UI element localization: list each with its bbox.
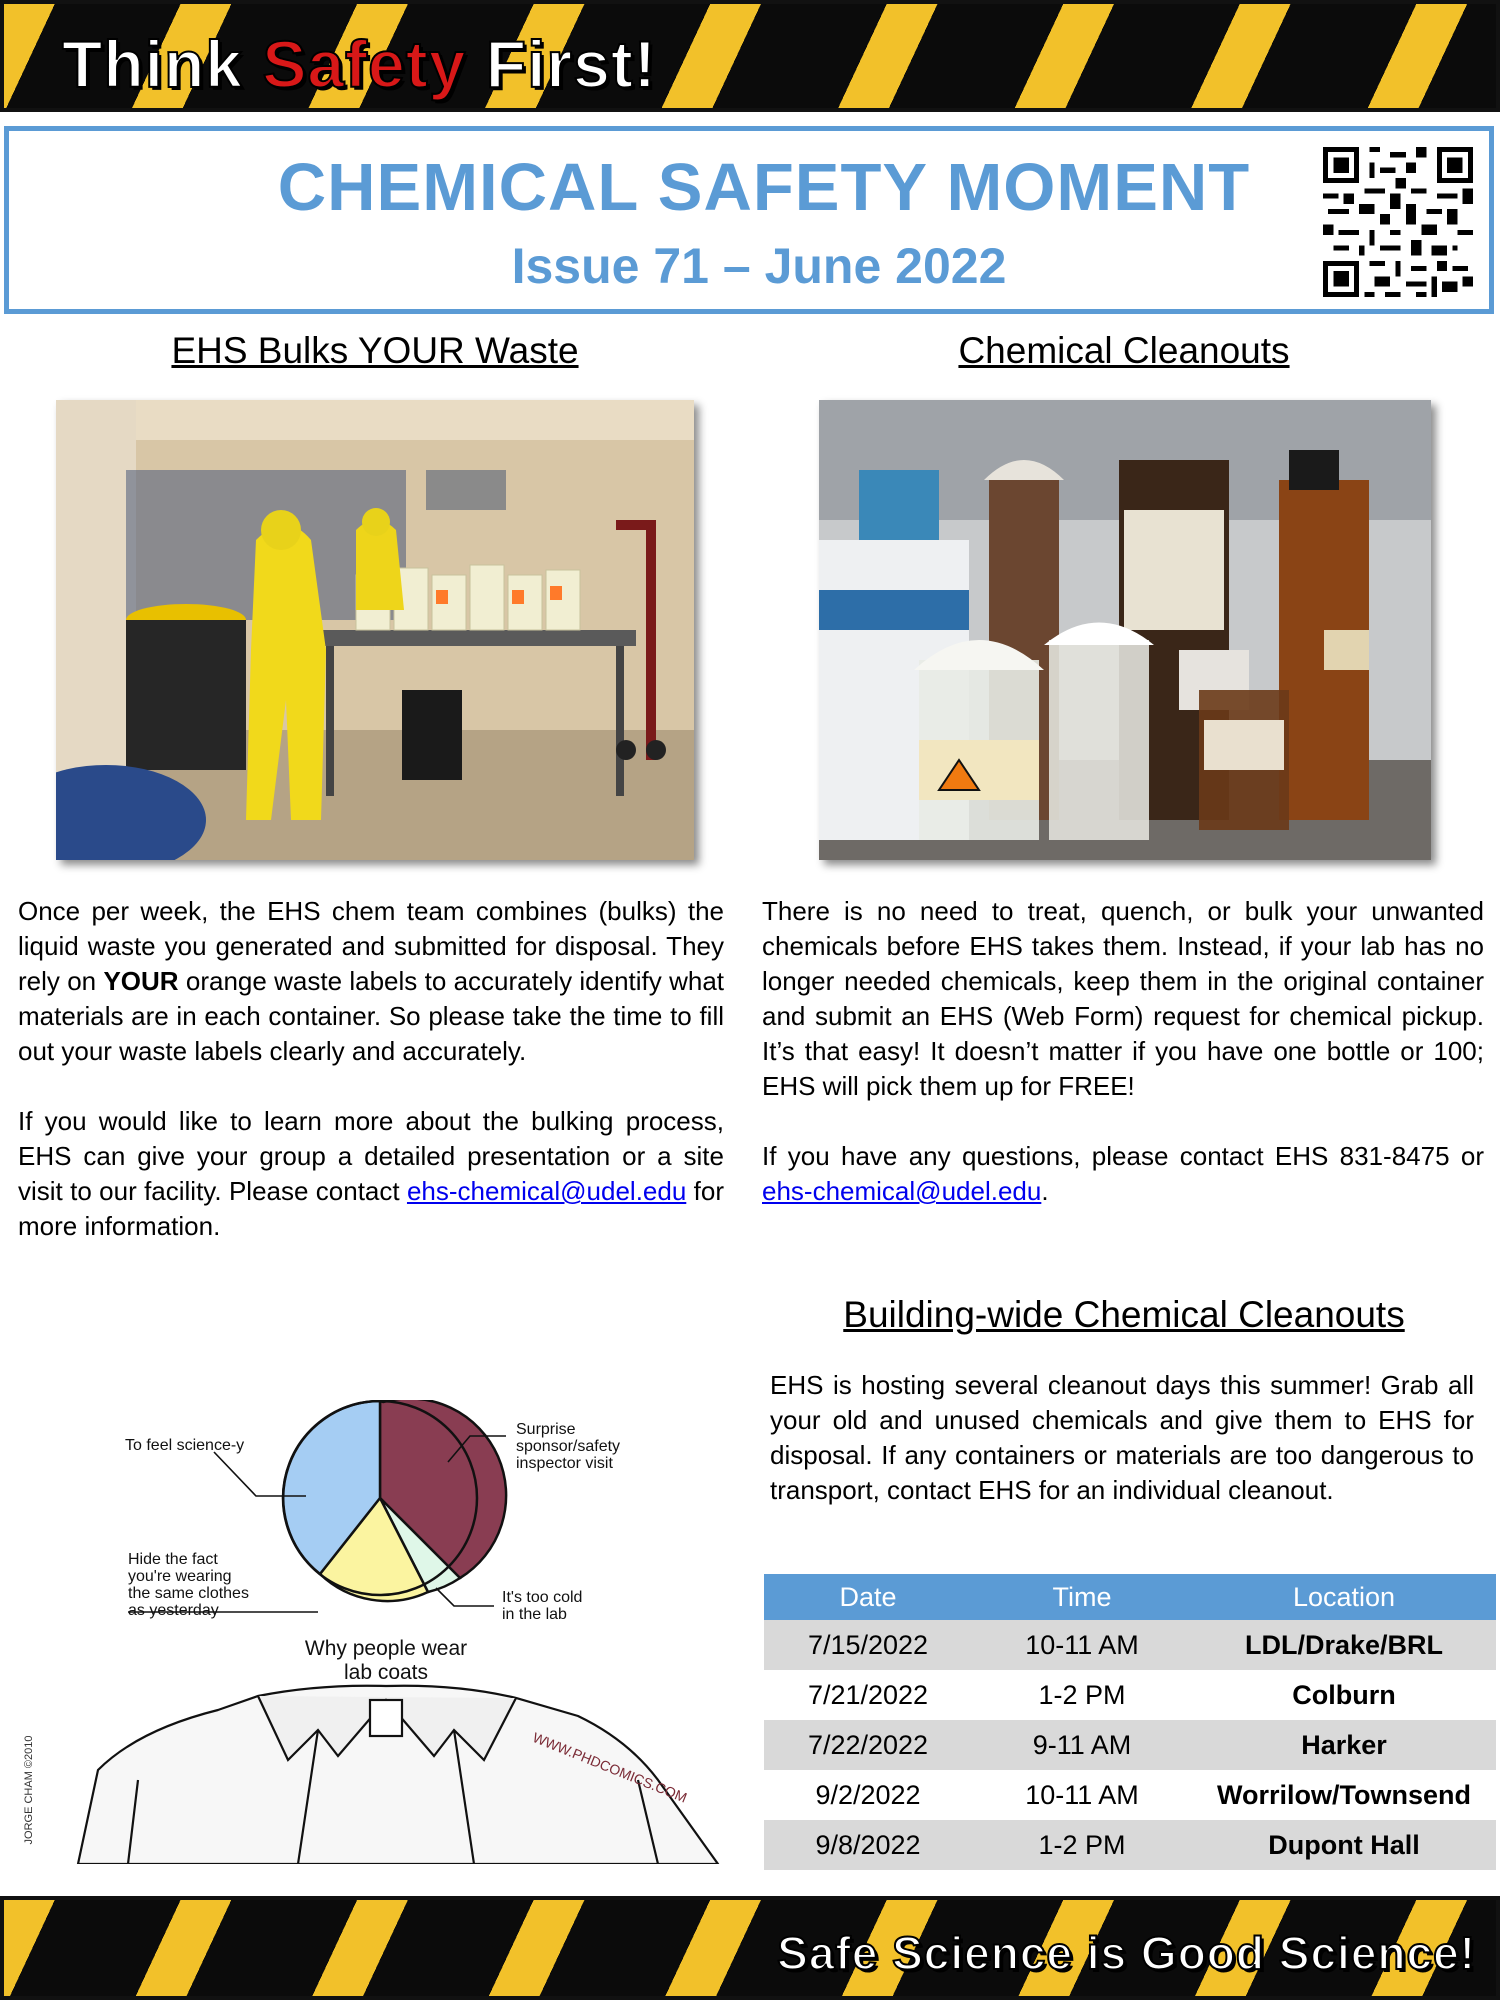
left-section-heading: EHS Bulks YOUR Waste <box>171 330 579 371</box>
svg-text:Surprise: Surprise <box>516 1421 576 1438</box>
right-body-text <box>762 894 1484 1244</box>
svg-text:sponsor/safety: sponsor/safety <box>516 1438 621 1455</box>
right-paragraph-2: If you have any questions, please contact EHS 831-8475 or ehs-chemical@udel.edu. <box>762 1141 1484 1206</box>
page-title: CHEMICAL SAFETY MOMENT <box>277 150 1251 225</box>
comic-credit: JORGE CHAM ©2010 <box>23 1735 35 1845</box>
svg-text:Hide the fact: Hide the fact <box>128 1551 218 1568</box>
left-paragraph-1: Once per week, the EHS chem team combines (bulks) the liquid waste you generated and submitted for disposal. They rely on YOUR orange waste labels to accurately identify what materials are in each container. So please take the time to fill out your waste labels clearly and accurately. <box>18 896 725 1066</box>
waste-bulking-photo <box>56 400 694 860</box>
table-row: 7/21/2022 1-2 PM Colburn <box>807 1679 1396 1710</box>
svg-text:It's too cold: It's too cold <box>502 1589 583 1606</box>
col-header-location: Location <box>1192 1574 1496 1620</box>
bottom-hazard-banner <box>0 1896 1500 2000</box>
top-hazard-banner <box>0 0 1500 112</box>
left-paragraph-2: If you would like to learn more about the bulking process, EHS can give your group a detailed presentation or a site visit to our facility. Please contact ehs-chemical@udel.edu for more information. <box>18 1106 724 1241</box>
svg-text:the same clothes: the same clothes <box>128 1585 249 1602</box>
building-cleanouts-text <box>770 1368 1474 1543</box>
building-cleanouts-heading: Building-wide Chemical Cleanouts <box>843 1294 1405 1335</box>
col-header-date: Date <box>764 1574 972 1620</box>
banner-slogan <box>62 26 657 102</box>
svg-text:as yesterday: as yesterday <box>128 1602 219 1619</box>
label-science-y: To feel science-y <box>125 1437 245 1454</box>
ehs-email-link[interactable]: ehs-chemical@udel.edu <box>406 1176 687 1206</box>
svg-text:lab coats: lab coats <box>343 1661 429 1684</box>
right-paragraph-1: There is no need to treat, quench, or bulk your unwanted chemicals before EHS takes them. Instead, if your lab has no longer needed chemicals, keep them in the original container and submit an EHS (Web Form) request for chemical pickup. It’s that easy! It doesn’t matter if you have one bottle or 100; EHS will pick them up for FREE! <box>762 896 1484 1101</box>
emphasis-your: YOUR <box>103 966 179 996</box>
svg-text:in the lab: in the lab <box>502 1606 567 1623</box>
banner-text-think: Think <box>62 27 263 101</box>
qr-code-icon[interactable] <box>1323 147 1473 297</box>
svg-text:you're wearing: you're wearing <box>128 1568 232 1585</box>
table-row: 7/22/2022 9-11 AM Harker <box>764 1720 1496 1770</box>
building-paragraph: EHS is hosting several cleanout days this summer! Grab all your old and unused chemicals and give them to EHS for disposal. If any containers or materials are too dangerous to transport, contact EHS for an individual cleanout. <box>770 1370 1474 1505</box>
cleanout-schedule-table <box>764 1574 1496 1870</box>
footer-slogan: Safe Science is Good Science! <box>777 1927 1476 1979</box>
title-box <box>4 126 1494 314</box>
table-row: 9/8/2022 1-2 PM Dupont Hall <box>764 1820 1496 1870</box>
comic-url: WWW.PHDCOMICS.COM <box>530 1729 690 1806</box>
comic-caption: Why people wear <box>304 1637 468 1660</box>
col-header-time: Time <box>972 1574 1192 1620</box>
left-body-text <box>18 894 724 1279</box>
table-row: 9/2/2022 10-11 AM Worrilow/Townsend <box>815 1779 1471 1810</box>
ehs-email-link-2[interactable]: ehs-chemical@udel.edu <box>762 1176 1042 1206</box>
chemical-bottles-photo <box>819 400 1431 860</box>
issue-subtitle: Issue 71 – June 2022 <box>511 238 1007 294</box>
lab-coat-comic <box>18 1400 730 1864</box>
svg-text:inspector visit: inspector visit <box>516 1455 613 1472</box>
table-row: 7/15/2022 10-11 AM LDL/Drake/BRL <box>764 1620 1496 1670</box>
banner-text-first: First! <box>466 27 657 101</box>
right-section-heading: Chemical Cleanouts <box>958 330 1290 371</box>
banner-text-safety: Safety <box>262 27 467 101</box>
table-header-row <box>764 1574 1496 1620</box>
